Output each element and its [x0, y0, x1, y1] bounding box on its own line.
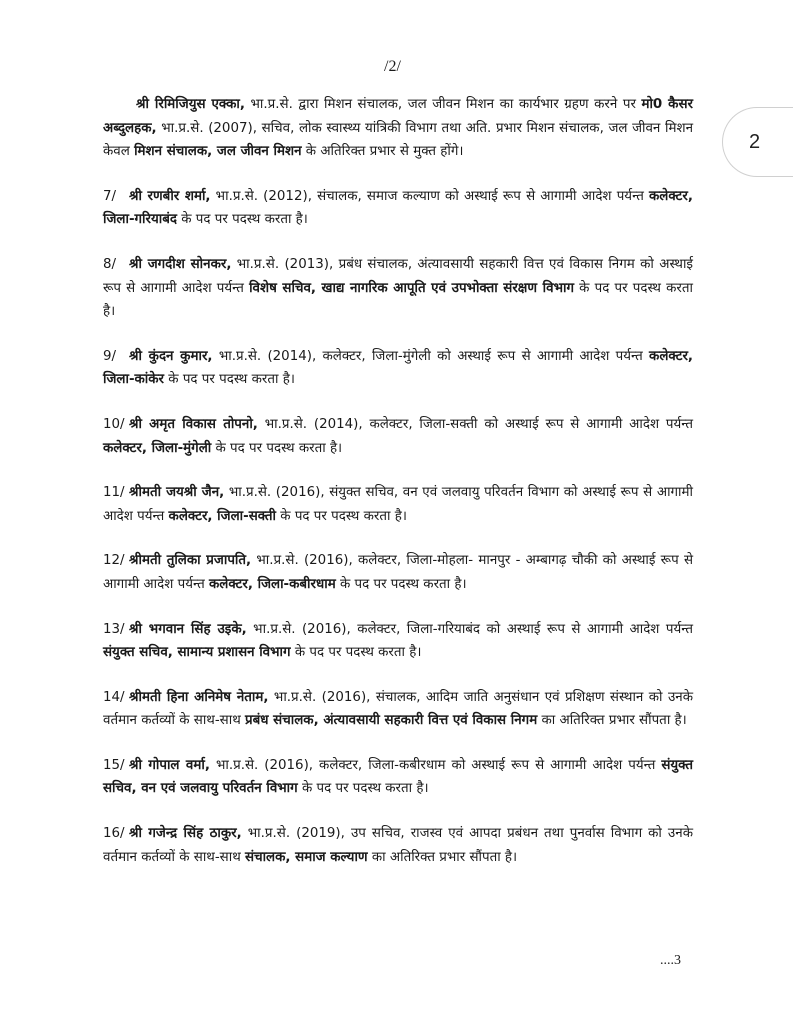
bold-text: संयुक्त सचिव, वन एवं जलवायु परिवर्तन विभाग [103, 757, 693, 797]
order-paragraph [103, 549, 693, 596]
paragraph-text: भा.प्र.से. (2007), सचिव, लोक स्वास्थ्य यांत्रिकी विभाग तथा अति. प्रभार मिशन संचालक, जल जीवन मिशन केवल [103, 120, 693, 160]
bold-text: मिशन संचालक, जल जीवन मिशन [134, 144, 302, 160]
paragraph-text: भा.प्र.से. (2019), उप सचिव, राजस्व एवं आपदा प्रबंधन तथा पुनर्वास विभाग को उनके वर्तमान कर्तव्यों के साथ-साथ [103, 826, 693, 865]
paragraph-text: भा.प्र.से. (2014), कलेक्टर, जिला-सक्ती को अस्थाई रूप से आगामी आदेश पर्यन्त [257, 416, 693, 432]
bold-text: श्री जगदीश सोनकर, [129, 256, 232, 272]
paragraph-number: 16/ [103, 826, 125, 842]
order-paragraph [103, 93, 693, 164]
paragraph-text: का अतिरिक्त प्रभार सौंपता है। [367, 849, 518, 865]
bold-text: श्री रिमिजियुस एक्का, [136, 97, 245, 112]
paragraph-number: 14/ [103, 689, 125, 705]
bold-text: श्री गजेन्द्र सिंह ठाकुर, [129, 826, 242, 842]
paragraph-number: 9/ [103, 348, 117, 364]
order-paragraph [103, 185, 693, 232]
bold-text: प्रबंध संचालक, अंत्यावसायी सहकारी वित्त एवं विकास निगम [245, 713, 538, 729]
paragraph-text: के पद पर पदस्थ करता है। [276, 508, 407, 524]
paragraph-text: के अतिरिक्त प्रभार से मुक्त होंगे। [301, 144, 464, 160]
paragraph-text: भा.प्र.से. द्वारा मिशन संचालक, जल जीवन मिशन का कार्यभार ग्रहण करने पर [245, 97, 642, 112]
bold-text: श्री रणबीर शर्मा, [129, 188, 211, 204]
paragraph-text: भा.प्र.से. (2016), संयुक्त सचिव, वन एवं जलवायु परिवर्तन विभाग को अस्थाई रूप से आगामी आदेश पर्यन्त [103, 485, 693, 524]
document-body [103, 93, 693, 890]
paragraph-text: के पद पर पदस्थ करता है। [335, 576, 467, 592]
order-paragraph [103, 822, 693, 869]
bold-text: मो0 कैसर अब्दुलहक, [103, 97, 693, 136]
bold-text: श्री कुंदन कुमार, [129, 348, 213, 364]
bold-text: कलेक्टर, जिला-गरियाबंद [103, 188, 693, 228]
bold-text: कलेक्टर, जिला-कांकेर [103, 348, 694, 388]
order-paragraph [103, 413, 693, 460]
bold-text: कलेक्टर, जिला-कबीरधाम [208, 576, 336, 592]
bold-text: श्री गोपाल वर्मा, [129, 757, 210, 773]
paragraph-text: भा.प्र.से. (2013), प्रबंध संचालक, अंत्यावसायी सहकारी वित्त एवं विकास निगम को अस्थाई रूप से आगामी आदेश पर्यन्त [103, 256, 693, 296]
bold-text: श्रीमती जयश्री जैन, [129, 485, 225, 501]
bold-text: कलेक्टर, जिला-मुंगेली [103, 440, 212, 456]
paragraph-number: 8/ [103, 256, 117, 272]
paragraph-text: के पद पर पदस्थ करता है। [211, 440, 343, 456]
paragraph-text: के पद पर पदस्थ करता है। [103, 280, 693, 320]
bold-text: श्री अमृत विकास तोपनो, [129, 416, 258, 432]
paragraph-text: के पद पर पदस्थ करता है। [290, 645, 422, 661]
paragraph-text: भा.प्र.से. (2012), संचालक, समाज कल्याण को अस्थाई रूप से आगामी आदेश पर्यन्त [210, 188, 649, 204]
paragraph-number: 13/ [103, 621, 125, 637]
bold-text: श्रीमती हिना अनिमेष नेताम, [129, 689, 269, 705]
paragraph-text: के पद पर पदस्थ करता है। [164, 372, 295, 388]
page-number-badge [722, 107, 793, 177]
page-number-badge-label: 2 [749, 130, 761, 153]
paragraph-number: 12/ [103, 553, 125, 569]
paragraph-text: के पद पर पदस्थ करता है। [176, 212, 308, 228]
paragraph-text: भा.प्र.से. (2016), संचालक, आदिम जाति अनुसंधान एवं प्रशिक्षण संस्थान को उनके वर्तमान कर्तव्यों के साथ-साथ [103, 689, 693, 729]
paragraph-text: भा.प्र.से. (2016), कलेक्टर, जिला-मोहला- मानपुर - अम्बागढ़ चौकी को अस्थाई रूप से आगामी आदेश पर्यन्त [103, 553, 693, 592]
bold-text: कलेक्टर, जिला-सक्ती [168, 508, 277, 524]
paragraph-text: का अतिरिक्त प्रभार सौंपता है। [537, 713, 687, 729]
order-paragraph [103, 618, 693, 665]
bold-text: संयुक्त सचिव, सामान्य प्रशासन विभाग [103, 645, 291, 661]
order-paragraph [103, 481, 693, 528]
bold-text: श्री भगवान सिंह उइके, [129, 621, 247, 637]
paragraph-number: 7/ [103, 188, 117, 204]
paragraph-text: भा.प्र.से. (2014), कलेक्टर, जिला-मुंगेली को अस्थाई रूप से आगामी आदेश पर्यन्त [212, 348, 650, 364]
paragraph-text: के पद पर पदस्थ करता है। [297, 781, 429, 797]
bold-text: श्रीमती तुलिका प्रजापति, [129, 553, 252, 569]
order-paragraph [103, 345, 693, 392]
paragraph-number: 15/ [103, 757, 125, 773]
order-paragraph [103, 754, 693, 801]
order-paragraph [103, 686, 693, 733]
paragraph-number: 10/ [103, 416, 125, 432]
continued-marker: ....3 [660, 953, 681, 968]
paragraph-number: 11/ [103, 485, 125, 501]
paragraph-text: भा.प्र.से. (2016), कलेक्टर, जिला-गरियाबंद को अस्थाई रूप से आगामी आदेश पर्यन्त [246, 621, 693, 637]
bold-text: विशेष सचिव, खाद्य नागरिक आपूति एवं उपभोक्ता संरक्षण विभाग [249, 280, 574, 296]
paragraph-text: भा.प्र.से. (2016), कलेक्टर, जिला-कबीरधाम को अस्थाई रूप से आगामी आदेश पर्यन्त [209, 757, 662, 773]
page-marker: /2/ [384, 58, 401, 75]
order-paragraph [103, 253, 693, 324]
bold-text: संचालक, समाज कल्याण [245, 849, 368, 865]
